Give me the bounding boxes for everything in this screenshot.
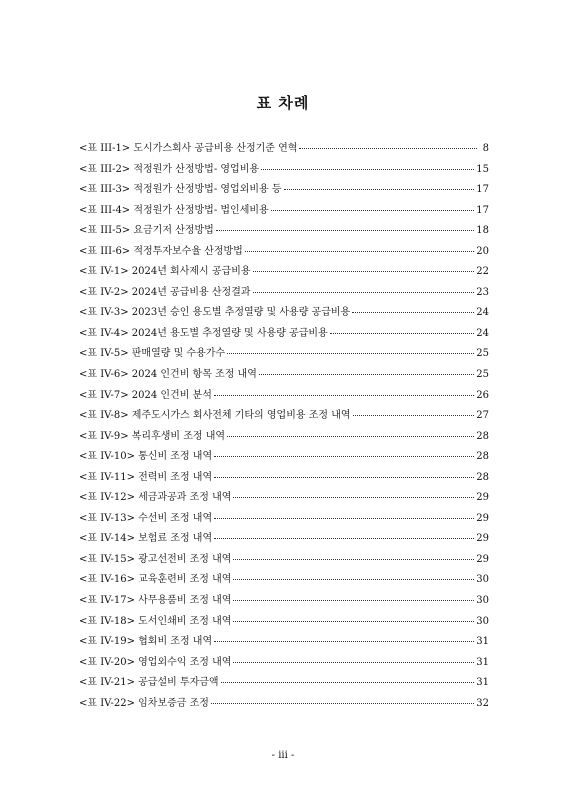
toc-entry-page: 31: [476, 656, 489, 668]
toc-entry-label: <표 IV-3> 2023년 승인 용도별 추정열량 및 사용량 공급비용: [79, 307, 351, 319]
toc-entry-label: <표 IV-6> 2024 인건비 항목 조정 내역: [79, 369, 257, 381]
toc-entry-page: 29: [476, 492, 489, 504]
toc-entry[interactable]: [79, 529, 489, 550]
toc-entry[interactable]: [79, 468, 489, 489]
toc-entry[interactable]: [79, 612, 489, 633]
toc-entry[interactable]: [79, 673, 489, 694]
toc-entry-page: 23: [476, 286, 489, 298]
dot-leader: [233, 559, 474, 560]
toc-entry[interactable]: [79, 303, 489, 324]
toc-entry-page: 30: [476, 615, 489, 627]
toc-entry-label: <표 IV-5> 판매열량 및 수용가수: [79, 348, 226, 360]
toc-entry[interactable]: [79, 447, 489, 468]
toc-entry-page: 27: [476, 410, 489, 422]
toc-entry-label: <표 IV-1> 2024년 회사제시 공급비용: [79, 266, 251, 278]
toc-entry-page: 8: [482, 143, 489, 154]
toc-entry-page: 31: [476, 677, 489, 689]
toc-entry-label: <표 IV-10> 통신비 조정 내역: [79, 451, 213, 463]
toc-entry-label: <표 IV-20> 영업외수익 조정 내역: [79, 656, 232, 668]
toc-entry-label: <표 III-5> 요금기저 산정방법: [79, 225, 214, 237]
toc-entry-label: <표 III-4> 적정원가 산정방법- 법인세비용: [79, 204, 269, 216]
toc-entry[interactable]: [79, 221, 489, 242]
dot-leader: [214, 641, 474, 642]
page-title: 표 차례: [256, 94, 310, 112]
dot-leader: [271, 210, 475, 211]
dot-leader: [284, 189, 475, 190]
dot-leader: [233, 600, 474, 601]
dot-leader: [214, 477, 474, 478]
toc-entry-label: <표 III-2> 적정원가 산정방법- 영업비용: [79, 163, 260, 175]
dot-leader: [353, 415, 475, 416]
dot-leader: [227, 436, 474, 437]
toc-entry[interactable]: [79, 386, 489, 407]
toc-entry-page: 20: [476, 245, 489, 257]
toc-entry-page: 17: [476, 204, 489, 216]
dot-leader: [233, 662, 474, 663]
dot-leader: [253, 292, 475, 293]
dot-leader: [211, 703, 474, 704]
dot-leader: [261, 169, 474, 170]
dot-leader: [214, 538, 474, 539]
toc-entry-page: 30: [476, 595, 489, 607]
toc-entry[interactable]: [79, 570, 489, 591]
toc-entry-page: 18: [476, 225, 489, 237]
toc-entry[interactable]: [79, 365, 489, 386]
toc-entry-label: <표 IV-16> 교육훈련비 조정 내역: [79, 574, 232, 586]
toc-entry-label: <표 IV-17> 사무용품비 조정 내역: [79, 595, 232, 607]
toc-entry[interactable]: [79, 344, 489, 365]
toc-entry[interactable]: [79, 591, 489, 612]
toc-entry-label: <표 IV-12> 세금과공과 조정 내역: [79, 492, 232, 504]
dot-leader: [233, 497, 474, 498]
toc-entry-page: 25: [476, 369, 489, 381]
toc-entry-page: 29: [476, 553, 489, 565]
dot-leader: [299, 148, 477, 149]
toc-entry-page: 22: [476, 266, 489, 278]
toc-entry[interactable]: [79, 242, 489, 263]
toc-entry-label: <표 IV-14> 보험료 조정 내역: [79, 533, 213, 545]
dot-leader: [330, 333, 475, 334]
dot-leader: [259, 374, 474, 375]
dot-leader: [214, 395, 474, 396]
dot-leader: [253, 271, 475, 272]
toc-entry-label: <표 IV-7> 2024 인건비 분석: [79, 389, 212, 401]
toc-entry-page: 15: [476, 163, 489, 175]
toc-entry[interactable]: [79, 283, 489, 304]
toc-entry-page: 31: [476, 636, 489, 648]
dot-leader: [216, 230, 474, 231]
dot-leader: [233, 579, 474, 580]
toc-entry-page: 26: [476, 389, 489, 401]
page-number-footer: - iii -: [271, 750, 295, 761]
toc-entry[interactable]: [79, 653, 489, 674]
toc-entry-page: 29: [476, 533, 489, 545]
dot-leader: [214, 456, 474, 457]
toc-entry-label: <표 III-3> 적정원가 산정방법- 영업외비용 등: [79, 184, 282, 196]
toc-entry-label: <표 IV-15> 광고선전비 조정 내역: [79, 553, 232, 565]
toc-entry[interactable]: [79, 488, 489, 509]
toc-entry-label: <표 IV-22> 임차보증금 조정: [79, 697, 209, 709]
toc-entry-page: 24: [476, 327, 489, 339]
toc-entry[interactable]: [79, 632, 489, 653]
toc-entry-page: 17: [476, 184, 489, 196]
toc-entry-label: <표 III-1> 도시가스회사 공급비용 산정기준 연혁: [79, 143, 298, 154]
toc-entry-label: <표 IV-9> 복리후생비 조정 내역: [79, 430, 226, 442]
toc-entry-label: <표 IV-8> 제주도시가스 회사전체 기타의 영업비용 조정 내역: [79, 410, 351, 422]
toc-entry[interactable]: [79, 550, 489, 571]
toc-entry-label: <표 IV-11> 전력비 조정 내역: [79, 471, 213, 483]
toc-entry-label: <표 IV-13> 수선비 조정 내역: [79, 512, 213, 524]
toc-entry-label: <표 IV-2> 2024년 공급비용 산정결과: [79, 286, 251, 298]
toc-entry-label: <표 IV-19> 협회비 조정 내역: [79, 636, 213, 648]
dot-leader: [245, 251, 474, 252]
toc-entry[interactable]: [79, 509, 489, 530]
dot-leader: [214, 518, 474, 519]
toc-entry-page: 29: [476, 512, 489, 524]
toc-entry-page: 28: [476, 451, 489, 463]
toc-entry-label: <표 IV-4> 2024년 용도별 추정열량 및 사용량 공급비용: [79, 327, 328, 339]
dot-leader: [227, 353, 474, 354]
toc-entry-page: 25: [476, 348, 489, 360]
toc-entry-page: 32: [476, 697, 489, 709]
dot-leader: [233, 621, 474, 622]
toc-entry-page: 28: [476, 471, 489, 483]
toc-entry[interactable]: [79, 201, 489, 222]
toc-entry[interactable]: [79, 160, 489, 181]
toc-entry[interactable]: [79, 262, 489, 283]
table-of-tables: [79, 139, 489, 714]
toc-entry[interactable]: [79, 324, 489, 345]
toc-entry[interactable]: [79, 694, 489, 715]
toc-entry[interactable]: [79, 139, 489, 160]
toc-entry-label: <표 IV-18> 도서인쇄비 조정 내역: [79, 615, 232, 627]
toc-entry-label: <표 IV-21> 공급설비 투자금액: [79, 677, 219, 689]
toc-entry[interactable]: [79, 406, 489, 427]
toc-entry-page: 30: [476, 574, 489, 586]
toc-entry-label: <표 III-6> 적정투자보수율 산정방법: [79, 245, 243, 257]
toc-entry[interactable]: [79, 180, 489, 201]
toc-entry[interactable]: [79, 427, 489, 448]
toc-entry-page: 24: [476, 307, 489, 319]
dot-leader: [352, 312, 474, 313]
dot-leader: [221, 682, 475, 683]
toc-entry-page: 28: [476, 430, 489, 442]
